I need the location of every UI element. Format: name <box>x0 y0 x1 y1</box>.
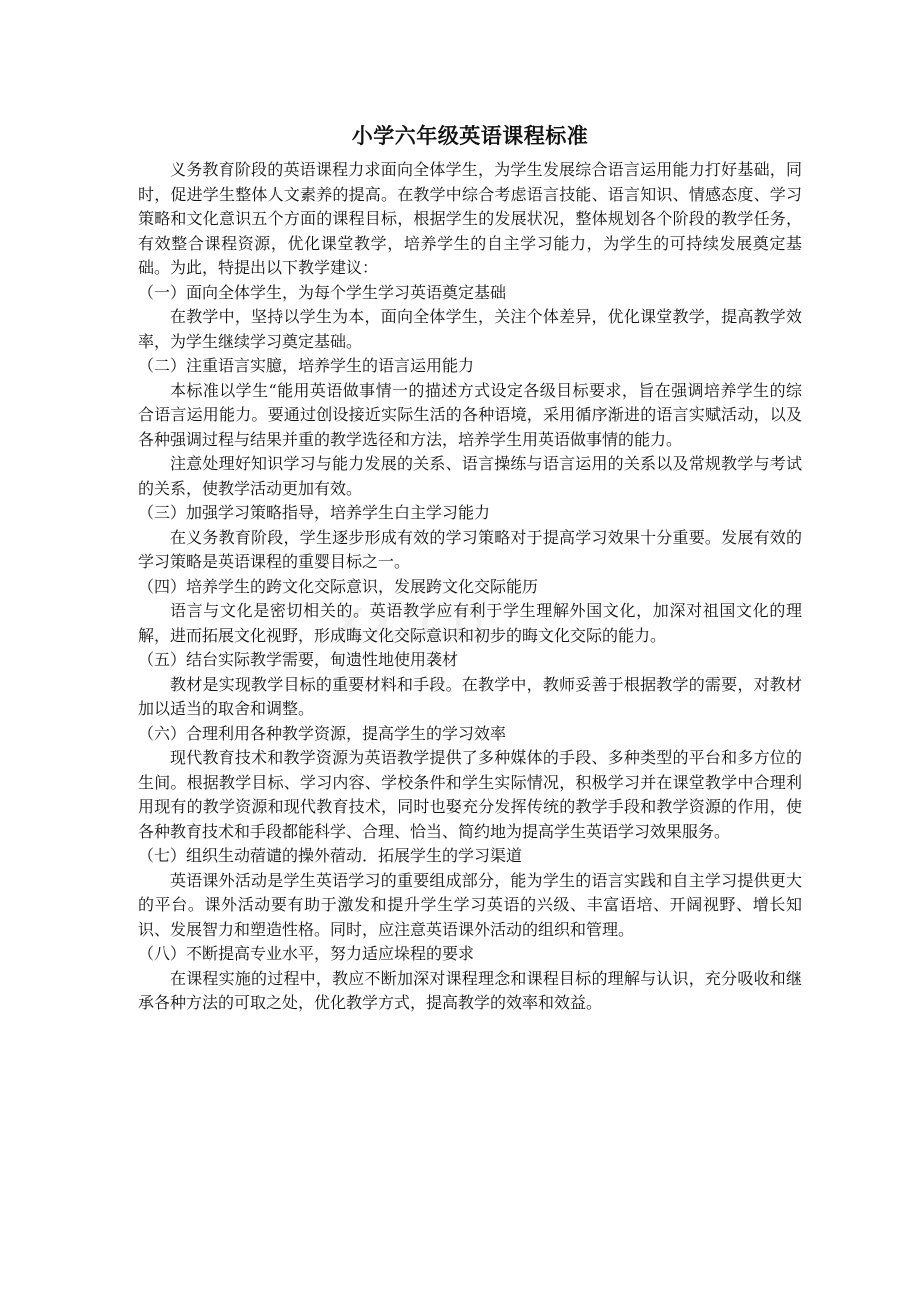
section-3 <box>138 501 802 575</box>
section-paragraph: 现代教育技术和教学资源为英语教学提供了多种媒体的手段、多种类型的平台和多方位的生间。根据教学目标、学习内容、学校条件和学生实际情况，积极学习并在课堂教学中合理利用现有的教学资源和现代教育技术，同时也娶充分发挥传统的教学手段和教学资源的作用，使各种教育技术和手段都能科学、合理、恰当、简约地为提高学生英语学习效果服务。 <box>138 748 802 841</box>
watermark: xx.cn <box>332 588 488 653</box>
section-heading: （一）面向全体学生，为每个学生学习英语奠定基础 <box>138 282 507 302</box>
section-heading: （八）不断提高专业水平，努力适应垛程的要求 <box>138 944 475 963</box>
section-6 <box>138 722 802 845</box>
section-5 <box>138 648 802 722</box>
section-paragraph: 在课程实施的过程中，教应不断加深对课程理念和课程目标的理解与认识，充分吸收和继承各种方法的可取之处，优化教学方式，提高教学的效率和效益。 <box>138 968 802 1012</box>
section-heading: （二）注重语言实臆，培养学生的语言运用能力 <box>138 356 475 375</box>
section-paragraph: 本标准以学生“能用英语做事情一的描述方式设定各级目标要求，旨在强调培养学生的综合语言运用能力。要通过创设接近实际生活的各种语境，采用循序渐进的语言实赋活动，以及各种强调过程与结果并重的教学选径和方法，培养学生用英语做事情的能力。 <box>138 380 802 449</box>
document-page <box>138 118 802 1016</box>
section-1 <box>138 281 802 355</box>
section-paragraph: 注意处理好知识学习与能力发展的关系、语言操练与语言运用的关系以及常规教学与考试的关系，使教学活动更加有效。 <box>138 454 802 498</box>
section-2 <box>138 354 802 501</box>
intro-paragraph: 义务教育阶段的英语课程力求面向全体学生，为学生发展综合语言运用能力打好基础，同时，促进学生整体人文素养的提高。在教学中综合考虑语言技能、语言知识、情感态度、学习策略和文化意识五个方面的课程目标，根据学生的发展状况，整体规划各个阶段的教学任务，有效整合课程资源，优化课堂教学，培养学生的自主学习能力，为学生的可持续发展奠定基础。为此，特提出以下教学建议： <box>138 160 802 277</box>
section-paragraph: 在教学中，坚持以学生为本，面向全体学生，关注个体差异，优化课堂教学，提高教学效率，为学生继续学习奠定基础。 <box>138 307 802 351</box>
document-title: 小学六年级英语课程标准 <box>351 124 589 148</box>
section-heading: （七）组织生动蓿谴的操外蓿动．拓展学生的学习渠道 <box>138 846 523 865</box>
section-8 <box>138 942 802 1016</box>
section-paragraph: 教材是实现教学目标的重要材料和手段。在教学中，教师妥善于根据教学的需要，对教材加以适当的取舍和调整。 <box>138 674 802 718</box>
section-heading: （三）加强学习策略指导，培养学生白主学习能力 <box>138 503 491 522</box>
section-heading: （五）结台实际教学需要，甸遗性地使用袭材 <box>138 650 459 669</box>
section-paragraph: 英语课外活动是学生英语学习的重要组成部分，能为学生的语言实践和自主学习提供更大的平台。课外活动要有助于激发和提升学生学习英语的兴级、丰富语培、开阔视野、增长知识、发展智力和塑造性格。同时，应注意英语课外活动的组织和管理。 <box>138 870 802 939</box>
section-7 <box>138 844 802 942</box>
section-paragraph: 语言与文化是密切相关的。英语教学应有利于学生理解外国文化，加深对祖国文化的理解，进而拓展文化视野，形成晦文化交际意识和初步的晦文化交际的能力。 <box>138 601 802 645</box>
section-4 <box>138 575 802 649</box>
section-heading: （四）培养学生的跨文化交际意识，发展跨文化交际能历 <box>138 576 539 596</box>
section-paragraph: 在义务教育阶段，学生逐步形成有效的学习策略对于提高学习效果十分重要。发展有效的学习策略是英语课程的重婴目标之一。 <box>138 527 802 571</box>
section-heading: （六）合理利用各种教学资源，提高学生的学习效率 <box>138 723 507 743</box>
